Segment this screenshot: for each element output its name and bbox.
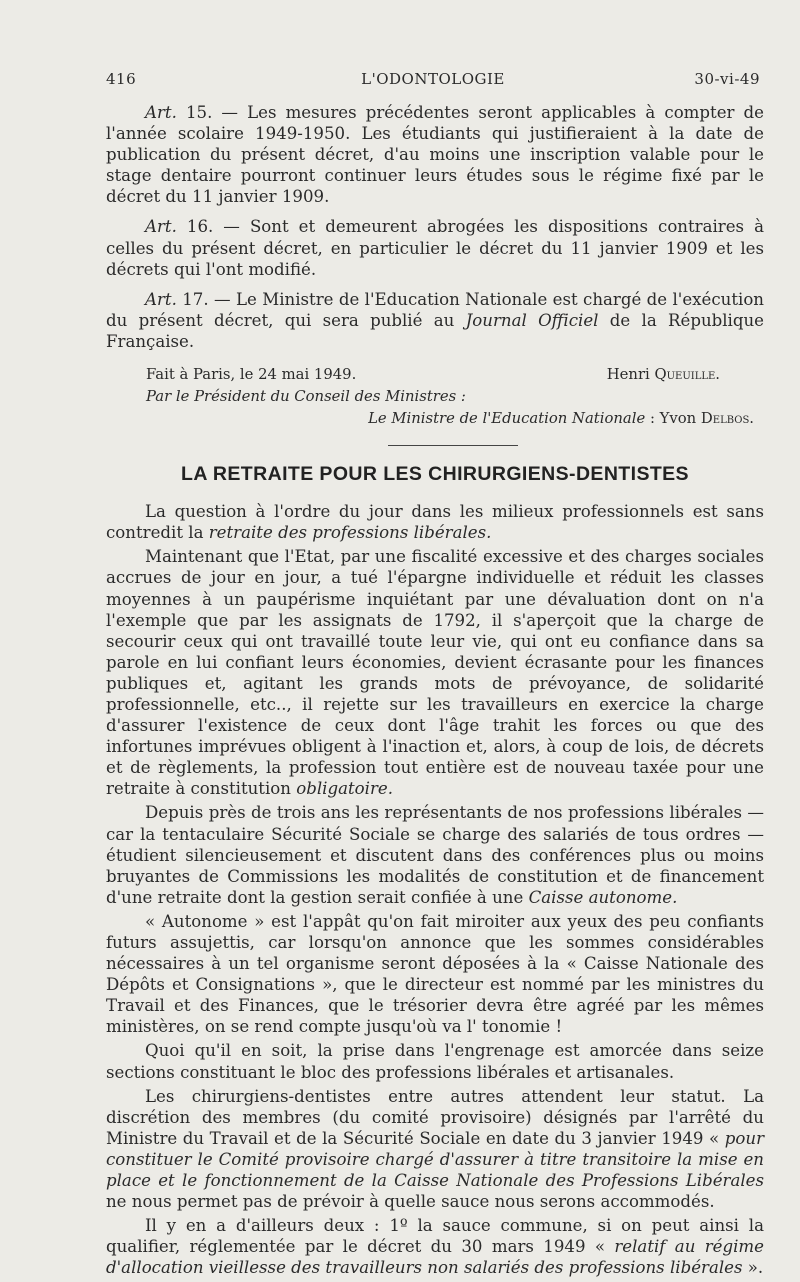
article-label: Art. xyxy=(145,103,177,122)
paragraph xyxy=(106,802,764,907)
minister-line xyxy=(106,408,764,430)
paragraph xyxy=(106,546,764,799)
article-17 xyxy=(106,289,764,352)
running-header xyxy=(106,70,760,92)
paragraph-italic: obligatoire. xyxy=(296,779,393,799)
article-number: 17. — xyxy=(176,289,236,309)
minister-last-name: Delbos. xyxy=(700,410,754,428)
article-text-end: de la République Française. xyxy=(106,310,764,351)
paragraph-text: La question à l'ordre du jour dans les milieux professionnels est sans contredit la xyxy=(106,502,764,543)
paragraph-text: Depuis près de trois ans les représentants de nos professions libérales — car la tentaculaire Sécurité Sociale se charge des salariés de tous ordres — étudient silencieusement et discutent dans des conférences plus ou moins bruyantes de Commissions les modalités de constitution et de financement d'une retraite dont la gestion serait confiée à une xyxy=(106,803,764,907)
paragraph xyxy=(106,1215,764,1278)
journal-title: L'ODONTOLOGIE xyxy=(361,70,505,88)
paragraph-italic: Caisse autonome. xyxy=(528,887,678,907)
article-number: 16. — xyxy=(176,217,250,237)
essay-body xyxy=(106,501,764,1278)
paragraph xyxy=(106,501,764,543)
article-16 xyxy=(106,216,764,279)
signer-name xyxy=(607,364,720,386)
signature-block xyxy=(106,364,764,430)
article-text: Sont et demeurent abrogées les dispositions contraires à celles du présent décret, en particulier le décret du 11 janvier 1909 et les décrets qui l'ont modifié. xyxy=(106,217,764,279)
article-text: Les mesures précédentes seront applicables à compter de l'année scolaire 1949-1950. Les étudiants qui justifieraient à la date de publication du présent décret, d'au moins une inscription valable pour le stage dentaire pourront continuer leurs études sous le régime fixé par le décret du 11 janvier 1909. xyxy=(106,103,764,207)
signer-first-name: Henri xyxy=(606,366,655,384)
journal-officiel: Journal Officiel xyxy=(465,310,599,330)
page-body xyxy=(106,102,764,1282)
place-date: Fait à Paris, le 24 mai 1949. xyxy=(146,366,357,384)
paragraph-text-end: ». xyxy=(742,1258,764,1278)
section-title: LA RETRAITE POUR LES CHIRURGIENS-DENTISTES xyxy=(181,463,689,486)
paragraph: Quoi qu'il en soit, la prise dans l'engrenage est amorcée dans seize sections constituant le bloc des professions libérales et artisanales. xyxy=(106,1041,764,1082)
minister-first-name: : Yvon xyxy=(645,410,701,428)
signer-last-name: Queuille. xyxy=(654,366,720,384)
paragraph-text: Les chirurgiens-dentistes entre autres attendent leur statut. La discrétion des membres (du comité provisoire) désignés par l'arrêté du Ministre du Travail et de la Sécurité Sociale en date du 3 janvier 1949 « xyxy=(106,1086,764,1148)
paragraph-italic: pour constituer le Comité provisoire chargé d'assurer à titre transitoire la mise en place et le fonctionnement de la Caisse Nationale des Professions Libérales xyxy=(106,1128,764,1191)
minister-title: Le Ministre de l'Education Nationale xyxy=(368,410,646,428)
article-text: Le Ministre de l'Education Nationale est chargé de l'exécution du présent décret, qui sera publié au xyxy=(106,289,764,330)
article-number: 15. — xyxy=(176,103,248,122)
article-label: Art. xyxy=(145,289,177,309)
article-label: Art. xyxy=(145,217,177,237)
paragraph-text: Il y en a d'ailleurs deux : 1º la sauce commune, si on peut ainsi la qualifier, réglementée par le décret du 30 mars 1949 « xyxy=(106,1216,764,1257)
paragraph-text-end: ne nous permet pas de prévoir à quelle sauce nous serons accommodés. xyxy=(106,1192,715,1212)
paragraph-italic: relatif au régime d'allocation vieillesse des travailleurs non salariés des professions libérales xyxy=(106,1237,764,1278)
section-divider xyxy=(388,445,518,446)
paragraph-italic: retraite des professions libérales. xyxy=(208,523,492,543)
paragraph xyxy=(106,1086,764,1213)
page-number: 416 xyxy=(106,70,137,88)
issue-date: 30-vi-49 xyxy=(694,70,760,88)
paragraph-text: Maintenant que l'Etat, par une fiscalité excessive et des charges sociales accrues de jour en jour, a tué l'épargne individuelle et réduit les classes moyennes à un paupérisme inquiétant par une dévaluation dont on n'a l'exemple que par les assignats de 1792, il s'aperçoit que la charge de secourir ceux qui ont travaillé toute leur vie, qui ont eu confiance dans sa parole en lui confiant leurs économies, devient écrasante pour les finances publiques et, agitant les grands mots de prévoyance, de solidarité professionnelle, etc.., il rejette sur les travailleurs en exercice la charge d'assurer l'existence de ceux dont l'âge trahit les forces ou que des infortunes imprévues obligent à l'inaction et, alors, à coup de lois, de décrets et de règlements, la profession tout entière est de nouveau taxée pour une retraite à constitution xyxy=(106,547,764,799)
article-15 xyxy=(106,102,764,207)
paragraph: « Autonome » est l'appât qu'on fait miroiter aux yeux des peu confiants futurs assujettis, car lorsqu'on annonce que les sommes considérables nécessaires à un tel organisme seront déposées à la « Caisse Nationale des Dépôts et Consignations », que le directeur est nommé par les ministres du Travail et des Finances, que le trésorier devra être agréé par les mêmes ministères, on se rend compte jusqu'où va l' tonomie ! xyxy=(106,911,764,1037)
for-line: Par le Président du Conseil des Ministres : xyxy=(146,388,466,406)
